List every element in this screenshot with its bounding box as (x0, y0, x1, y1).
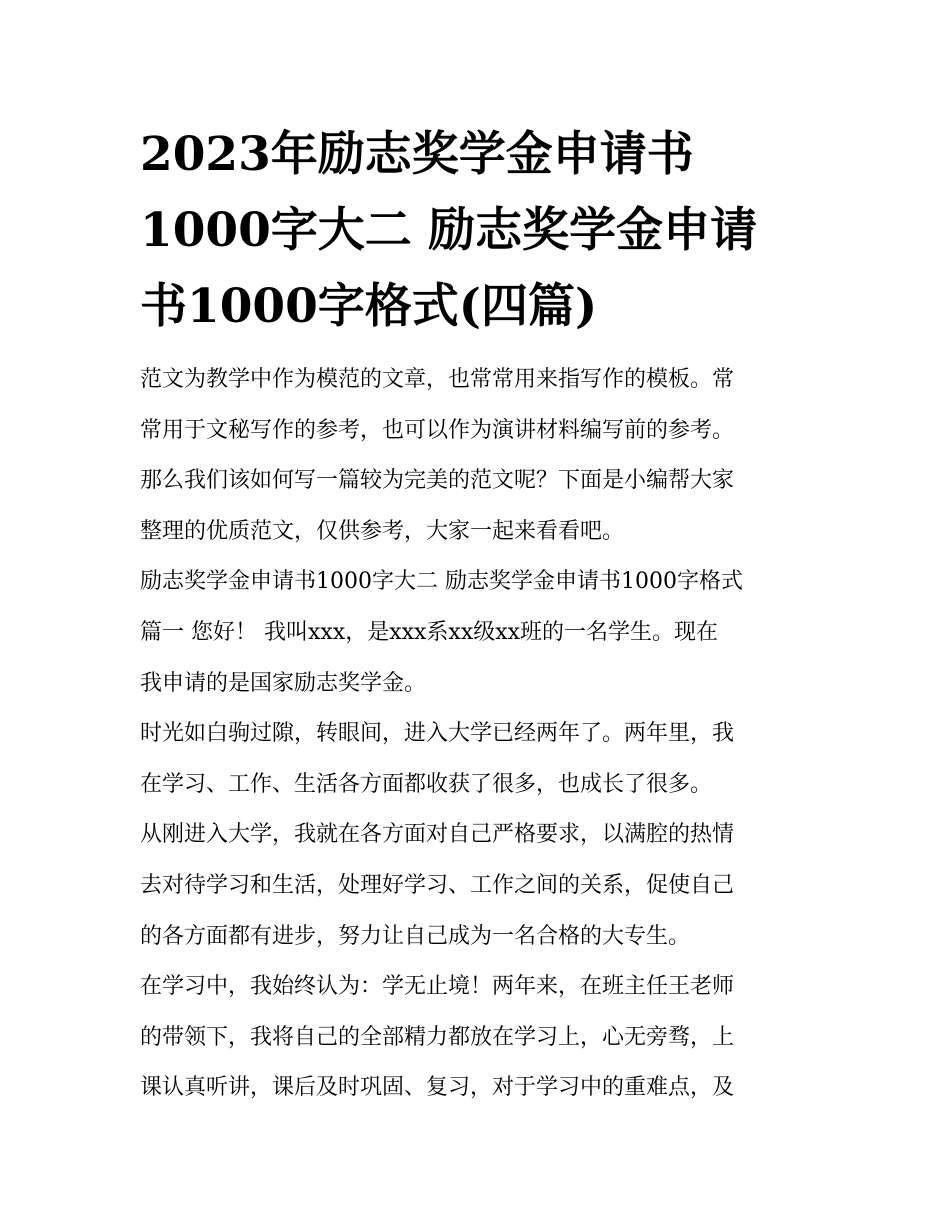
body-line: 常用于文秘写作的参考，也可以作为演讲材料编写前的参考。 (140, 417, 735, 443)
document-body (140, 355, 820, 1114)
body-line: 在学习、工作、生活各方面都收获了很多，也成长了很多。 (140, 771, 713, 797)
body-line: 时光如白驹过隙，转眼间，进入大学已经两年了。两年里，我 (140, 721, 735, 747)
body-line: 课认真听讲，课后及时巩固、复习，对于学习中的重难点，及 (140, 1075, 735, 1101)
body-line: 篇一 您好！ 我叫xxx，是xxx系xx级xx班的一名学生。现在 (140, 619, 719, 645)
body-line: 励志奖学金申请书1000字大二 励志奖学金申请书1000字格式 (140, 569, 743, 595)
document-title (140, 117, 820, 345)
title-line: 2023年励志奖学金申请书 (140, 127, 694, 182)
body-line: 那么我们该如何写一篇较为完美的范文呢？下面是小编帮大家 (140, 468, 735, 494)
body-line: 的带领下，我将自己的全部精力都放在学习上，心无旁骛，上 (140, 1024, 735, 1050)
body-line: 范文为教学中作为模范的文章，也常常用来指写作的模板。常 (140, 367, 735, 392)
body-line: 在学习中，我始终认为：学无止境！两年来，在班主任王老师 (140, 974, 735, 1000)
body-line: 去对待学习和生活，处理好学习、工作之间的关系，促使自己 (140, 872, 735, 898)
body-line: 我申请的是国家励志奖学金。 (140, 670, 427, 696)
title-line: 书1000字格式(四篇) (140, 279, 598, 334)
body-line: 整理的优质范文，仅供参考，大家一起来看看吧。 (140, 518, 625, 544)
body-line: 的各方面都有进步，努力让自己成为一名合格的大专生。 (140, 923, 691, 949)
title-line: 1000字大二 励志奖学金申请 (140, 203, 758, 258)
body-line: 从刚进入大学，我就在各方面对自己严格要求，以满腔的热情 (140, 822, 735, 848)
